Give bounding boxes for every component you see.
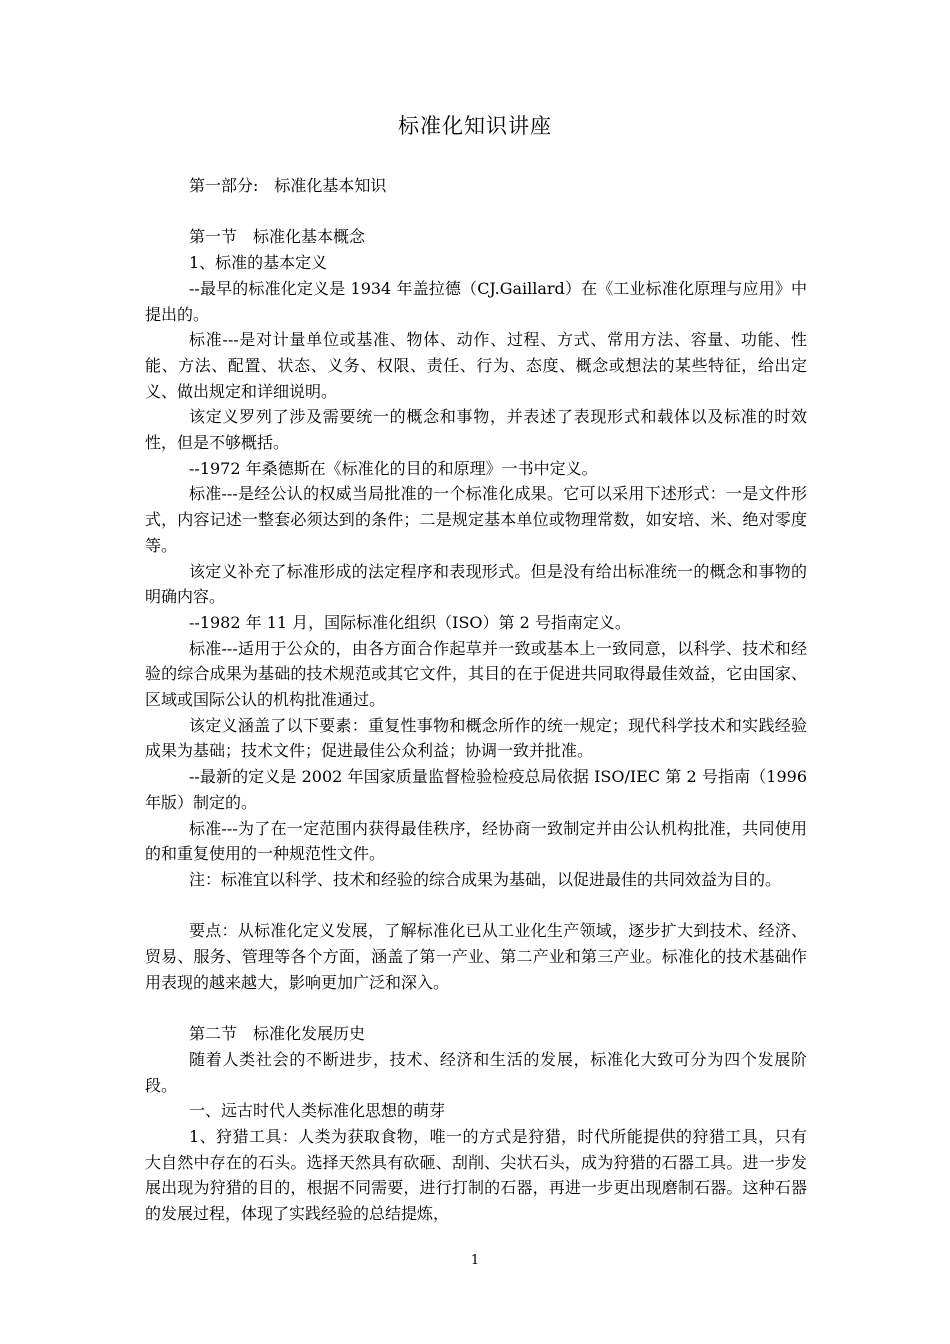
paragraph: --1982 年 11 月，国际标准化组织（ISO）第 2 号指南定义。 — [189, 612, 631, 632]
note-paragraph: 注：标准宜以科学、技术和经验的综合成果为基础，以促进最佳的共同效益为目的。 — [189, 869, 782, 889]
page-title: 标准化知识讲座 — [398, 114, 552, 138]
paragraph: 标准---是经公认的权威当局批准的一个标准化成果。它可以采用下述形式：一是文件形式，内容记述一整套必须达到的条件；二是规定基本单位或物理常数，如安培、米、绝对零度等。 — [145, 484, 807, 555]
paragraph: --最早的标准化定义是 1934 年盖拉德（CJ.Gaillard）在《工业标准化原理与应用》中提出的。 — [145, 278, 807, 324]
paragraph: --1972 年桑德斯在《标准化的目的和原理》一书中定义。 — [189, 458, 598, 478]
section-heading: 第二节 标准化发展历史 — [189, 1024, 366, 1044]
document-body — [145, 173, 807, 1227]
subsection-heading: 一、远古时代人类标准化思想的萌芽 — [189, 1101, 446, 1121]
paragraph: 1、狩猎工具：人类为获取食物，唯一的方式是狩猎，时代所能提供的狩猎工具，只有大自然中存在的石头。选择天然具有砍砸、刮削、尖状石头，成为狩猎的石器工具。进一步发展出现为狩猎的目的，根据不同需要，进行打制的石器，再进一步更出现磨制石器。这种石器的发展过程，体现了实践经验的总结提炼， — [145, 1126, 807, 1224]
paragraph: 标准---为了在一定范围内获得最佳秩序，经协商一致制定并由公认机构批准，共同使用的和重复使用的一种规范性文件。 — [145, 818, 807, 864]
part-heading: 第一部分: 标准化基本知识 — [189, 176, 387, 195]
paragraph: 随着人类社会的不断进步，技术、经济和生活的发展，标准化大致可分为四个发展阶段。 — [145, 1049, 807, 1095]
paragraph: 该定义补充了标准形成的法定程序和表现形式。但是没有给出标准统一的概念和事物的明确内容。 — [145, 561, 807, 607]
subsection-heading: 1、标准的基本定义 — [189, 253, 328, 273]
key-points-paragraph: 要点：从标准化定义发展，了解标准化已从工业化生产领域，逐步扩大到技术、经济、贸易、服务、管理等各个方面，涵盖了第一产业、第二产业和第三产业。标准化的技术基础作用表现的越来越大，影响更加广泛和深入。 — [145, 921, 807, 992]
paragraph: 该定义涵盖了以下要素：重复性事物和概念所作的统一规定；现代科学技术和实践经验成果为基础；技术文件；促进最佳公众利益；协调一致并批准。 — [145, 715, 807, 761]
paragraph: 标准---是对计量单位或基准、物体、动作、过程、方式、常用方法、容量、功能、性能、方法、配置、状态、义务、权限、责任、行为、态度、概念或想法的某些特征，给出定义、做出规定和详细说明。 — [145, 330, 807, 401]
paragraph: --最新的定义是 2002 年国家质量监督检验检疫总局依据 ISO/IEC 第 2 号指南（1996 年版）制定的。 — [145, 767, 807, 812]
page-number: 1 — [470, 1253, 480, 1268]
section-heading: 第一节 标准化基本概念 — [189, 227, 366, 247]
paragraph: 标准---适用于公众的，由各方面合作起草并一致或基本上一致同意，以科学、技术和经验的综合成果为基础的技术规范或其它文件，其目的在于促进共同取得最佳效益，它由国家、区域或国际公认的机构批准通过。 — [145, 638, 807, 710]
paragraph: 该定义罗列了涉及需要统一的概念和事物，并表述了表现形式和载体以及标准的时效性，但是不够概括。 — [145, 407, 807, 453]
